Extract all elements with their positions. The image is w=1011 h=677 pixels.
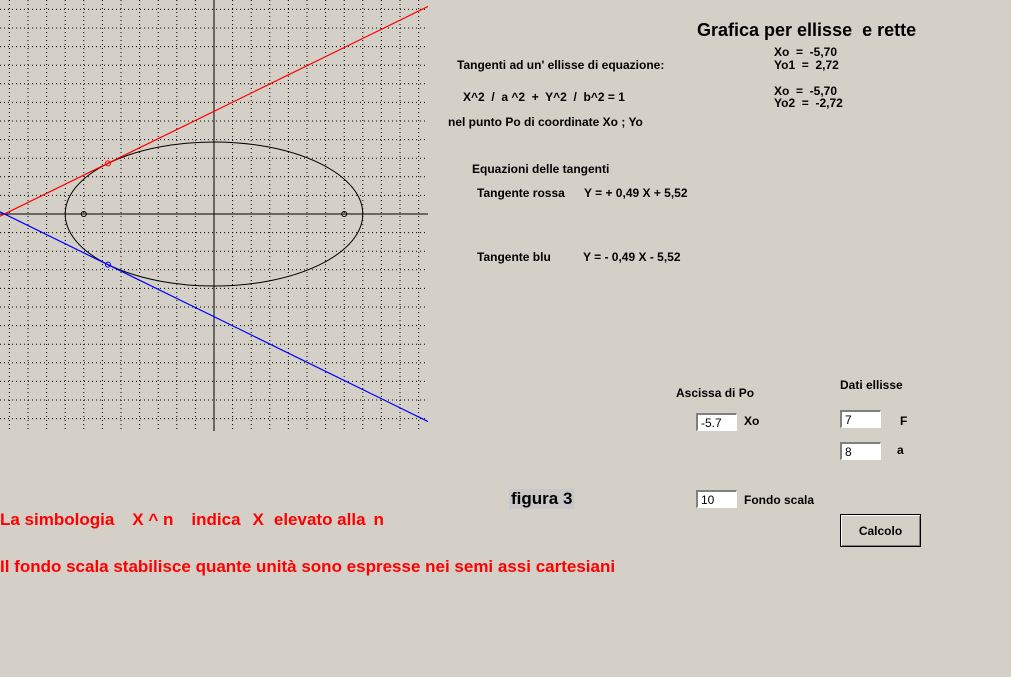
blue-tangent-equation: Y = - 0,49 X - 5,52 — [583, 250, 681, 264]
graph-canvas — [0, 0, 428, 431]
ascissa-heading: Ascissa di Po — [676, 386, 755, 400]
note-symbology — [0, 510, 384, 530]
note-fondo-scala: Il fondo scala stabilisce quante unità sono espresse nei semi assi cartesiani — [0, 557, 616, 576]
xo-label: Xo — [744, 414, 760, 428]
result-yo2: Yo2 = -2,72 — [774, 96, 843, 110]
note-part: indica — [191, 510, 241, 529]
note-part: X — [252, 510, 264, 529]
xo-input[interactable] — [696, 413, 737, 431]
fondo-scala-input[interactable] — [696, 490, 737, 508]
f-label: F — [900, 414, 908, 428]
result-yo1: Yo1 = 2,72 — [774, 58, 839, 72]
a-input[interactable] — [840, 442, 881, 460]
page-title: Grafica per ellisse e rette — [697, 20, 917, 40]
calcolo-button[interactable]: Calcolo — [840, 514, 921, 547]
blue-tangent-label: Tangente blu — [477, 250, 551, 264]
description-line: Tangenti ad un' ellisse di equazione: — [457, 58, 665, 72]
note-part: La simbologia — [0, 510, 115, 529]
result-xo2: Xo = -5,70 — [774, 84, 838, 98]
red-tangent-equation: Y = + 0,49 X + 5,52 — [584, 186, 688, 200]
description-point: nel punto Po di coordinate Xo ; Yo — [448, 115, 643, 129]
dati-ellisse-heading: Dati ellisse — [840, 378, 903, 392]
note-part: n — [373, 510, 384, 529]
fondo-scala-label: Fondo scala — [744, 493, 815, 507]
note-part: elevato alla — [273, 510, 366, 529]
graph-svg — [0, 0, 428, 431]
f-input[interactable] — [840, 410, 881, 428]
red-tangent-label: Tangente rossa — [477, 186, 565, 200]
tangents-heading: Equazioni delle tangenti — [472, 162, 610, 176]
note-part: X ^ n — [132, 510, 174, 529]
ellipse-equation: X^2 / a ^2 + Y^2 / b^2 = 1 — [463, 90, 625, 104]
figure-label: figura 3 — [511, 489, 573, 508]
result-xo1: Xo = -5,70 — [774, 45, 838, 59]
a-label: a — [897, 443, 904, 457]
